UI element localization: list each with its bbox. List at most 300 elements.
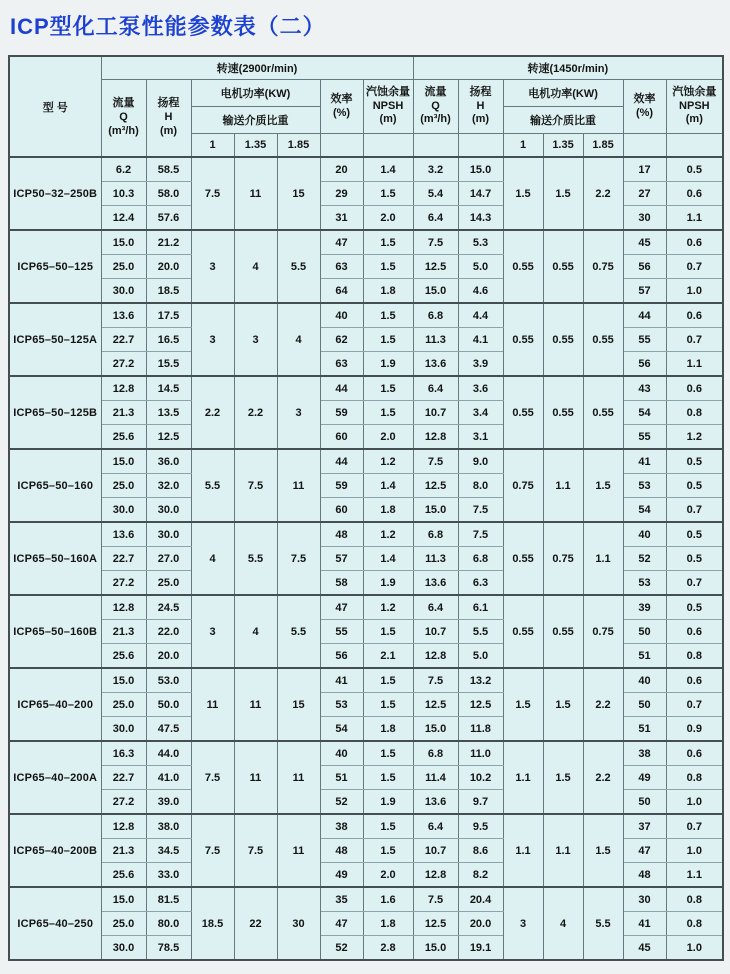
- power-s1450: 0.55: [503, 376, 543, 449]
- power-s1450: 1.5: [543, 668, 583, 741]
- npsh-s1450: 0.8: [666, 912, 723, 936]
- eff-s1450: 55: [623, 328, 666, 352]
- head-s1450: 10.2: [458, 766, 503, 790]
- npsh-symbol: NPSH: [372, 99, 404, 112]
- head-s2900: 13.5: [146, 401, 191, 425]
- eff-s2900: 47: [320, 912, 363, 936]
- power-s2900: 11: [277, 449, 320, 522]
- flow-s1450: 7.5: [413, 230, 458, 255]
- model-cell: ICP50–32–250B: [9, 157, 101, 230]
- head-s2900: 27.0: [146, 547, 191, 571]
- npsh-s2900: 1.5: [363, 620, 413, 644]
- flow-s1450: 12.5: [413, 474, 458, 498]
- head-s2900: 81.5: [146, 887, 191, 912]
- empty-cell: [363, 134, 413, 158]
- power-s1450: 0.55: [503, 595, 543, 668]
- flow-s1450: 6.8: [413, 522, 458, 547]
- head-s2900: 58.0: [146, 182, 191, 206]
- npsh-s2900: 1.5: [363, 255, 413, 279]
- npsh-s1450: 0.6: [666, 230, 723, 255]
- flow-s1450: 12.8: [413, 644, 458, 669]
- npsh-s2900: 1.5: [363, 230, 413, 255]
- eff-s1450: 51: [623, 644, 666, 669]
- npsh-s1450: 1.1: [666, 352, 723, 377]
- power-s2900: 11: [234, 157, 277, 230]
- table-body: [9, 157, 723, 960]
- flow-s1450: 6.8: [413, 303, 458, 328]
- head-s2900: 32.0: [146, 474, 191, 498]
- head-s1450: 14.7: [458, 182, 503, 206]
- power-s2900: 3: [277, 376, 320, 449]
- head-s2900: 14.5: [146, 376, 191, 401]
- flow-s2900: 22.7: [101, 328, 146, 352]
- flow-s2900: 25.0: [101, 255, 146, 279]
- flow-s2900: 25.6: [101, 644, 146, 669]
- npsh-s1450: 0.8: [666, 644, 723, 669]
- npsh-s2900: 1.8: [363, 498, 413, 523]
- npsh-s1450: 0.7: [666, 328, 723, 352]
- header-head-2900: [146, 80, 191, 158]
- npsh-label: 汽蚀余量: [672, 85, 717, 98]
- eff-s2900: 57: [320, 547, 363, 571]
- eff-s2900: 58: [320, 571, 363, 596]
- flow-s2900: 27.2: [101, 571, 146, 596]
- eff-s2900: 52: [320, 936, 363, 961]
- flow-s2900: 15.0: [101, 668, 146, 693]
- flow-s1450: 13.6: [413, 571, 458, 596]
- power-s2900: 4: [277, 303, 320, 376]
- power-s2900: 15: [277, 668, 320, 741]
- power-s1450: 0.55: [503, 230, 543, 303]
- flow-s2900: 10.3: [101, 182, 146, 206]
- npsh-s1450: 0.5: [666, 595, 723, 620]
- npsh-s2900: 2.1: [363, 644, 413, 669]
- flow-s1450: 6.4: [413, 814, 458, 839]
- head-unit: (m): [159, 124, 178, 137]
- eff-s1450: 41: [623, 912, 666, 936]
- table-row: [9, 595, 723, 620]
- npsh-unit: (m): [379, 113, 397, 126]
- flow-s1450: 11.4: [413, 766, 458, 790]
- eff-s1450: 49: [623, 766, 666, 790]
- power-s1450: 0.55: [583, 376, 623, 449]
- head-s1450: 3.4: [458, 401, 503, 425]
- flow-s2900: 25.0: [101, 912, 146, 936]
- flow-s1450: 6.8: [413, 741, 458, 766]
- eff-s1450: 52: [623, 547, 666, 571]
- npsh-s1450: 0.8: [666, 766, 723, 790]
- power-s1450: 1.1: [503, 814, 543, 887]
- head-s1450: 7.5: [458, 498, 503, 523]
- eff-s2900: 51: [320, 766, 363, 790]
- model-cell: ICP65–40–200A: [9, 741, 101, 814]
- power-s2900: 18.5: [191, 887, 234, 960]
- power-s1450: 1.1: [583, 522, 623, 595]
- head-label: 扬程: [469, 85, 492, 98]
- npsh-s1450: 0.6: [666, 741, 723, 766]
- header-model: 型 号: [9, 56, 101, 157]
- eff-s2900: 44: [320, 376, 363, 401]
- flow-s2900: 30.0: [101, 717, 146, 742]
- head-s1450: 5.0: [458, 644, 503, 669]
- power-s1450: 0.55: [543, 595, 583, 668]
- pump-parameter-table: [8, 55, 724, 961]
- npsh-symbol: NPSH: [679, 99, 710, 112]
- npsh-s2900: 1.4: [363, 474, 413, 498]
- head-s1450: 11.8: [458, 717, 503, 742]
- head-s2900: 57.6: [146, 206, 191, 231]
- npsh-s2900: 1.5: [363, 376, 413, 401]
- power-s2900: 11: [191, 668, 234, 741]
- flow-s2900: 6.2: [101, 157, 146, 182]
- head-s2900: 17.5: [146, 303, 191, 328]
- head-s2900: 20.0: [146, 644, 191, 669]
- flow-s2900: 15.0: [101, 887, 146, 912]
- npsh-s1450: 0.7: [666, 693, 723, 717]
- eff-s2900: 41: [320, 668, 363, 693]
- eff-s1450: 51: [623, 717, 666, 742]
- eff-s2900: 60: [320, 425, 363, 450]
- head-s2900: 20.0: [146, 255, 191, 279]
- flow-s2900: 25.6: [101, 425, 146, 450]
- head-s2900: 44.0: [146, 741, 191, 766]
- head-s1450: 6.8: [458, 547, 503, 571]
- eff-s2900: 31: [320, 206, 363, 231]
- header-motor-power-2900: 电机功率(KW): [191, 80, 320, 107]
- head-s2900: 39.0: [146, 790, 191, 815]
- head-s2900: 15.5: [146, 352, 191, 377]
- power-s1450: 0.55: [543, 230, 583, 303]
- npsh-s1450: 1.2: [666, 425, 723, 450]
- head-s1450: 11.0: [458, 741, 503, 766]
- head-s2900: 22.0: [146, 620, 191, 644]
- npsh-s2900: 2.0: [363, 206, 413, 231]
- power-s1450: 2.2: [583, 668, 623, 741]
- head-s1450: 4.6: [458, 279, 503, 304]
- npsh-s1450: 0.6: [666, 668, 723, 693]
- power-s2900: 7.5: [234, 814, 277, 887]
- flow-label: 流量: [112, 97, 135, 110]
- eff-s2900: 47: [320, 230, 363, 255]
- npsh-s2900: 1.2: [363, 595, 413, 620]
- table-row: [9, 449, 723, 474]
- head-s1450: 14.3: [458, 206, 503, 231]
- eff-s2900: 38: [320, 814, 363, 839]
- flow-s1450: 15.0: [413, 498, 458, 523]
- model-cell: ICP65–40–200: [9, 668, 101, 741]
- flow-s2900: 15.0: [101, 449, 146, 474]
- flow-s2900: 21.3: [101, 401, 146, 425]
- header-gravity-2900: 输送介质比重: [191, 107, 320, 134]
- power-s2900: 11: [234, 668, 277, 741]
- power-s2900: 11: [277, 741, 320, 814]
- model-cell: ICP65–50–125: [9, 230, 101, 303]
- head-s2900: 41.0: [146, 766, 191, 790]
- head-s2900: 30.0: [146, 498, 191, 523]
- head-s1450: 8.6: [458, 839, 503, 863]
- power-s2900: 7.5: [191, 157, 234, 230]
- flow-s1450: 15.0: [413, 717, 458, 742]
- eff-s1450: 50: [623, 693, 666, 717]
- eff-s2900: 54: [320, 717, 363, 742]
- power-s1450: 0.75: [583, 595, 623, 668]
- power-s1450: 2.2: [583, 157, 623, 230]
- header-head-1450: [458, 80, 503, 134]
- power-s2900: 7.5: [277, 522, 320, 595]
- model-cell: ICP65–50–160: [9, 449, 101, 522]
- eff-s2900: 52: [320, 790, 363, 815]
- flow-s1450: 6.4: [413, 206, 458, 231]
- flow-s1450: 11.3: [413, 328, 458, 352]
- power-s1450: 1.1: [543, 449, 583, 522]
- npsh-unit: (m): [685, 113, 703, 126]
- header-flow-1450: [413, 80, 458, 134]
- npsh-s2900: 1.5: [363, 668, 413, 693]
- power-s1450: 0.55: [543, 303, 583, 376]
- flow-s2900: 25.0: [101, 474, 146, 498]
- eff-label: 效率: [633, 92, 656, 105]
- header-motor-power-1450: 电机功率(KW): [503, 80, 623, 107]
- head-s1450: 3.9: [458, 352, 503, 377]
- npsh-s2900: 1.2: [363, 449, 413, 474]
- eff-s1450: 45: [623, 230, 666, 255]
- power-s2900: 15: [277, 157, 320, 230]
- npsh-s1450: 0.6: [666, 376, 723, 401]
- header-speed-1450: 转速(1450r/min): [413, 56, 723, 80]
- head-s2900: 12.5: [146, 425, 191, 450]
- eff-s1450: 30: [623, 887, 666, 912]
- npsh-s2900: 1.9: [363, 352, 413, 377]
- head-s1450: 13.2: [458, 668, 503, 693]
- npsh-s1450: 0.5: [666, 449, 723, 474]
- power-s1450: 1.1: [543, 814, 583, 887]
- empty-cell: [666, 134, 723, 158]
- empty-cell: [623, 134, 666, 158]
- power-s2900: 2.2: [191, 376, 234, 449]
- flow-s2900: 22.7: [101, 547, 146, 571]
- npsh-s2900: 1.5: [363, 693, 413, 717]
- npsh-s1450: 1.1: [666, 863, 723, 888]
- npsh-s1450: 1.0: [666, 790, 723, 815]
- npsh-s1450: 0.6: [666, 620, 723, 644]
- flow-s2900: 13.6: [101, 522, 146, 547]
- table-row: [9, 230, 723, 255]
- power-s2900: 7.5: [234, 449, 277, 522]
- header-eff-1450: [623, 80, 666, 134]
- head-symbol: H: [164, 111, 173, 124]
- table-row: [9, 157, 723, 182]
- npsh-s1450: 0.6: [666, 303, 723, 328]
- flow-s2900: 25.0: [101, 693, 146, 717]
- npsh-s1450: 0.5: [666, 157, 723, 182]
- flow-unit: (m³/h): [108, 124, 139, 137]
- eff-s2900: 35: [320, 887, 363, 912]
- npsh-s1450: 1.0: [666, 279, 723, 304]
- header-gravity-1450: 输送介质比重: [503, 107, 623, 134]
- npsh-s2900: 1.6: [363, 887, 413, 912]
- power-s2900: 3: [191, 303, 234, 376]
- npsh-s2900: 1.5: [363, 401, 413, 425]
- gravity-col-185-1450: 1.85: [583, 134, 623, 158]
- eff-s1450: 30: [623, 206, 666, 231]
- head-s1450: 8.2: [458, 863, 503, 888]
- head-unit: (m): [471, 113, 490, 126]
- eff-s1450: 50: [623, 620, 666, 644]
- npsh-s1450: 1.0: [666, 936, 723, 961]
- npsh-s2900: 1.5: [363, 303, 413, 328]
- head-s1450: 9.7: [458, 790, 503, 815]
- power-s2900: 7.5: [191, 814, 234, 887]
- head-s2900: 78.5: [146, 936, 191, 961]
- npsh-s1450: 0.8: [666, 401, 723, 425]
- eff-s2900: 44: [320, 449, 363, 474]
- power-s1450: 1.5: [543, 157, 583, 230]
- flow-s1450: 11.3: [413, 547, 458, 571]
- flow-s1450: 10.7: [413, 620, 458, 644]
- empty-cell: [413, 134, 458, 158]
- gravity-col-135-2900: 1.35: [234, 134, 277, 158]
- eff-s1450: 56: [623, 255, 666, 279]
- head-symbol: H: [476, 99, 485, 112]
- head-s2900: 36.0: [146, 449, 191, 474]
- npsh-s1450: 0.5: [666, 474, 723, 498]
- eff-s2900: 40: [320, 741, 363, 766]
- model-cell: ICP65–50–160A: [9, 522, 101, 595]
- flow-s2900: 12.8: [101, 814, 146, 839]
- npsh-s2900: 2.0: [363, 863, 413, 888]
- eff-s1450: 54: [623, 401, 666, 425]
- power-s1450: 1.5: [503, 157, 543, 230]
- flow-s1450: 12.8: [413, 863, 458, 888]
- eff-s2900: 49: [320, 863, 363, 888]
- npsh-s2900: 1.5: [363, 741, 413, 766]
- flow-s1450: 10.7: [413, 839, 458, 863]
- eff-s2900: 48: [320, 839, 363, 863]
- npsh-s1450: 0.7: [666, 498, 723, 523]
- flow-unit: (m³/h): [420, 113, 451, 126]
- table-row: [9, 522, 723, 547]
- head-s2900: 47.5: [146, 717, 191, 742]
- eff-s2900: 59: [320, 474, 363, 498]
- model-cell: ICP65–50–125B: [9, 376, 101, 449]
- npsh-s2900: 1.9: [363, 571, 413, 596]
- eff-s1450: 54: [623, 498, 666, 523]
- npsh-s2900: 1.8: [363, 279, 413, 304]
- npsh-s1450: 0.7: [666, 255, 723, 279]
- power-s2900: 4: [191, 522, 234, 595]
- npsh-s2900: 1.8: [363, 717, 413, 742]
- power-s1450: 0.55: [543, 376, 583, 449]
- gravity-col-135-1450: 1.35: [543, 134, 583, 158]
- flow-s1450: 10.7: [413, 401, 458, 425]
- eff-s2900: 60: [320, 498, 363, 523]
- eff-s2900: 53: [320, 693, 363, 717]
- head-s2900: 58.5: [146, 157, 191, 182]
- npsh-s2900: 1.5: [363, 182, 413, 206]
- head-s2900: 18.5: [146, 279, 191, 304]
- flow-s2900: 12.4: [101, 206, 146, 231]
- npsh-label: 汽蚀余量: [366, 85, 411, 98]
- power-s2900: 5.5: [277, 595, 320, 668]
- eff-unit: (%): [635, 106, 654, 119]
- flow-s1450: 13.6: [413, 352, 458, 377]
- flow-s1450: 6.4: [413, 595, 458, 620]
- head-s1450: 6.1: [458, 595, 503, 620]
- header-npsh-2900: [363, 80, 413, 134]
- power-s2900: 30: [277, 887, 320, 960]
- npsh-s2900: 1.5: [363, 839, 413, 863]
- model-cell: ICP65–40–200B: [9, 814, 101, 887]
- npsh-s1450: 0.8: [666, 887, 723, 912]
- npsh-s2900: 1.4: [363, 157, 413, 182]
- eff-s1450: 38: [623, 741, 666, 766]
- flow-s1450: 13.6: [413, 790, 458, 815]
- power-s1450: 1.5: [583, 449, 623, 522]
- head-s2900: 50.0: [146, 693, 191, 717]
- eff-s2900: 56: [320, 644, 363, 669]
- head-label: 扬程: [157, 97, 180, 110]
- head-s2900: 25.0: [146, 571, 191, 596]
- head-s1450: 20.0: [458, 912, 503, 936]
- npsh-s2900: 1.9: [363, 790, 413, 815]
- model-cell: ICP65–40–250: [9, 887, 101, 960]
- power-s1450: 3: [503, 887, 543, 960]
- flow-s2900: 30.0: [101, 279, 146, 304]
- flow-s1450: 12.5: [413, 255, 458, 279]
- flow-s1450: 15.0: [413, 279, 458, 304]
- power-s2900: 4: [234, 230, 277, 303]
- flow-s2900: 27.2: [101, 352, 146, 377]
- eff-s1450: 27: [623, 182, 666, 206]
- flow-s2900: 15.0: [101, 230, 146, 255]
- head-s2900: 53.0: [146, 668, 191, 693]
- head-s1450: 7.5: [458, 522, 503, 547]
- eff-s1450: 53: [623, 474, 666, 498]
- flow-s1450: 12.5: [413, 912, 458, 936]
- npsh-s1450: 1.0: [666, 839, 723, 863]
- header-eff-2900: [320, 80, 363, 134]
- npsh-s2900: 2.8: [363, 936, 413, 961]
- npsh-s1450: 0.5: [666, 547, 723, 571]
- flow-s1450: 5.4: [413, 182, 458, 206]
- eff-s1450: 39: [623, 595, 666, 620]
- eff-s2900: 59: [320, 401, 363, 425]
- power-s2900: 3: [234, 303, 277, 376]
- head-s1450: 12.5: [458, 693, 503, 717]
- eff-s1450: 53: [623, 571, 666, 596]
- head-s1450: 3.6: [458, 376, 503, 401]
- npsh-s1450: 0.5: [666, 522, 723, 547]
- eff-s1450: 50: [623, 790, 666, 815]
- header-flow-2900: [101, 80, 146, 158]
- head-s1450: 9.0: [458, 449, 503, 474]
- table-row: [9, 376, 723, 401]
- header-npsh-1450: [666, 80, 723, 134]
- eff-s1450: 40: [623, 522, 666, 547]
- flow-s2900: 12.8: [101, 595, 146, 620]
- flow-s2900: 13.6: [101, 303, 146, 328]
- head-s1450: 4.1: [458, 328, 503, 352]
- power-s2900: 7.5: [191, 741, 234, 814]
- flow-symbol: Q: [119, 111, 128, 124]
- page-title: ICP型化工泵性能参数表（二）: [10, 14, 326, 39]
- npsh-s1450: 0.9: [666, 717, 723, 742]
- table-row: [9, 814, 723, 839]
- npsh-s2900: 1.5: [363, 766, 413, 790]
- head-s1450: 6.3: [458, 571, 503, 596]
- head-s2900: 34.5: [146, 839, 191, 863]
- table-header: [9, 56, 723, 157]
